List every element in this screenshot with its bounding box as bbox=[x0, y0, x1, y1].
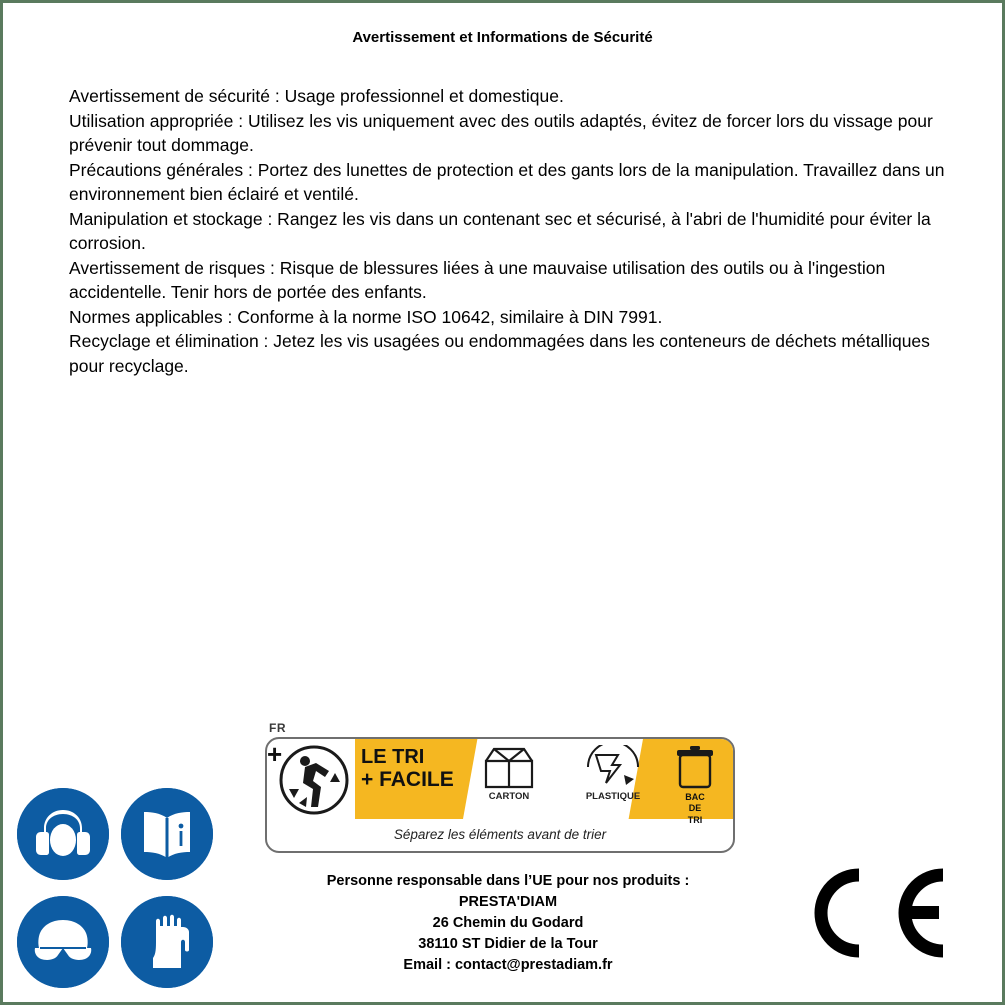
tri-plastique-item bbox=[573, 745, 653, 802]
tri-label-box bbox=[265, 737, 735, 853]
tri-country-code: FR bbox=[269, 721, 286, 735]
responsible-heading-suffix: pour nos produits : bbox=[552, 873, 690, 889]
safety-information-text bbox=[69, 84, 946, 378]
read-instructions-icon bbox=[121, 788, 213, 880]
hand-protection-icon bbox=[121, 896, 213, 988]
triman-icon bbox=[275, 745, 353, 815]
responsible-heading-prefix: Personne responsable dans l’ bbox=[326, 873, 533, 889]
safety-line: Avertissement de sécurité : Usage professionnel et domestique. bbox=[69, 86, 564, 106]
tri-bin-line3: TRI bbox=[687, 814, 703, 825]
tri-slogan bbox=[361, 747, 465, 791]
tri-footer-text: Séparez les éléments avant de trier bbox=[393, 826, 607, 842]
responsible-heading-strong: UE bbox=[532, 873, 553, 889]
tri-carton-item bbox=[473, 745, 545, 802]
page-title: Avertissement et Informations de Sécurité bbox=[352, 29, 653, 46]
mandatory-pictogram-group bbox=[17, 788, 217, 988]
triman-recycling-label bbox=[265, 721, 731, 851]
responsible-city: 38110 ST Didier de la Tour bbox=[418, 936, 598, 953]
ear-protection-icon bbox=[17, 788, 109, 880]
eye-protection-icon bbox=[17, 896, 109, 988]
tri-bin-line2: DE bbox=[688, 803, 702, 814]
responsible-heading bbox=[203, 871, 813, 892]
responsible-address: 26 Chemin du Godard bbox=[432, 915, 584, 932]
responsible-email: Email : contact@prestadiam.fr bbox=[403, 957, 613, 974]
tri-bin-item bbox=[665, 745, 725, 825]
tri-bin-line1: BAC bbox=[685, 792, 705, 802]
tri-slogan-line1: LE TRI bbox=[361, 746, 425, 768]
ce-mark-icon bbox=[803, 863, 953, 963]
safety-line: Avertissement de risques : Risque de blessures liées à une mauvaise utilisation des outils ou à l'ingestion accidentelle. Tenir hors de portée des enfants. bbox=[69, 257, 886, 302]
safety-line: Utilisation appropriée : Utilisez les vis uniquement avec des outils adaptés, évitez de forcer lors du vissage pour prévenir tout dommage. bbox=[69, 110, 933, 155]
safety-line: Normes applicables : Conforme à la norme ISO 10642, similaire à DIN 7991. bbox=[69, 306, 663, 327]
responsible-company: PRESTA'DIAM bbox=[458, 894, 558, 911]
safety-line: Précautions générales : Portez des lunettes de protection et des gants lors de la manipulation. Travaillez dans un environnement bien éclairé et ventilé. bbox=[69, 159, 945, 204]
tri-plastique-label: PLASTIQUE bbox=[585, 791, 641, 802]
tri-carton-label: CARTON bbox=[488, 791, 530, 802]
responsible-person-block bbox=[203, 871, 813, 976]
tri-plus-sign: + bbox=[267, 739, 283, 769]
safety-line: Recyclage et élimination : Jetez les vis usagées ou endommagées dans les conteneurs de déchets métalliques pour recyclage. bbox=[69, 331, 930, 376]
safety-line: Manipulation et stockage : Rangez les vis dans un contenant sec et sécurisé, à l'abri de l'humidité pour éviter la corrosion. bbox=[69, 208, 931, 253]
tri-slogan-line2: + FACILE bbox=[361, 767, 454, 791]
